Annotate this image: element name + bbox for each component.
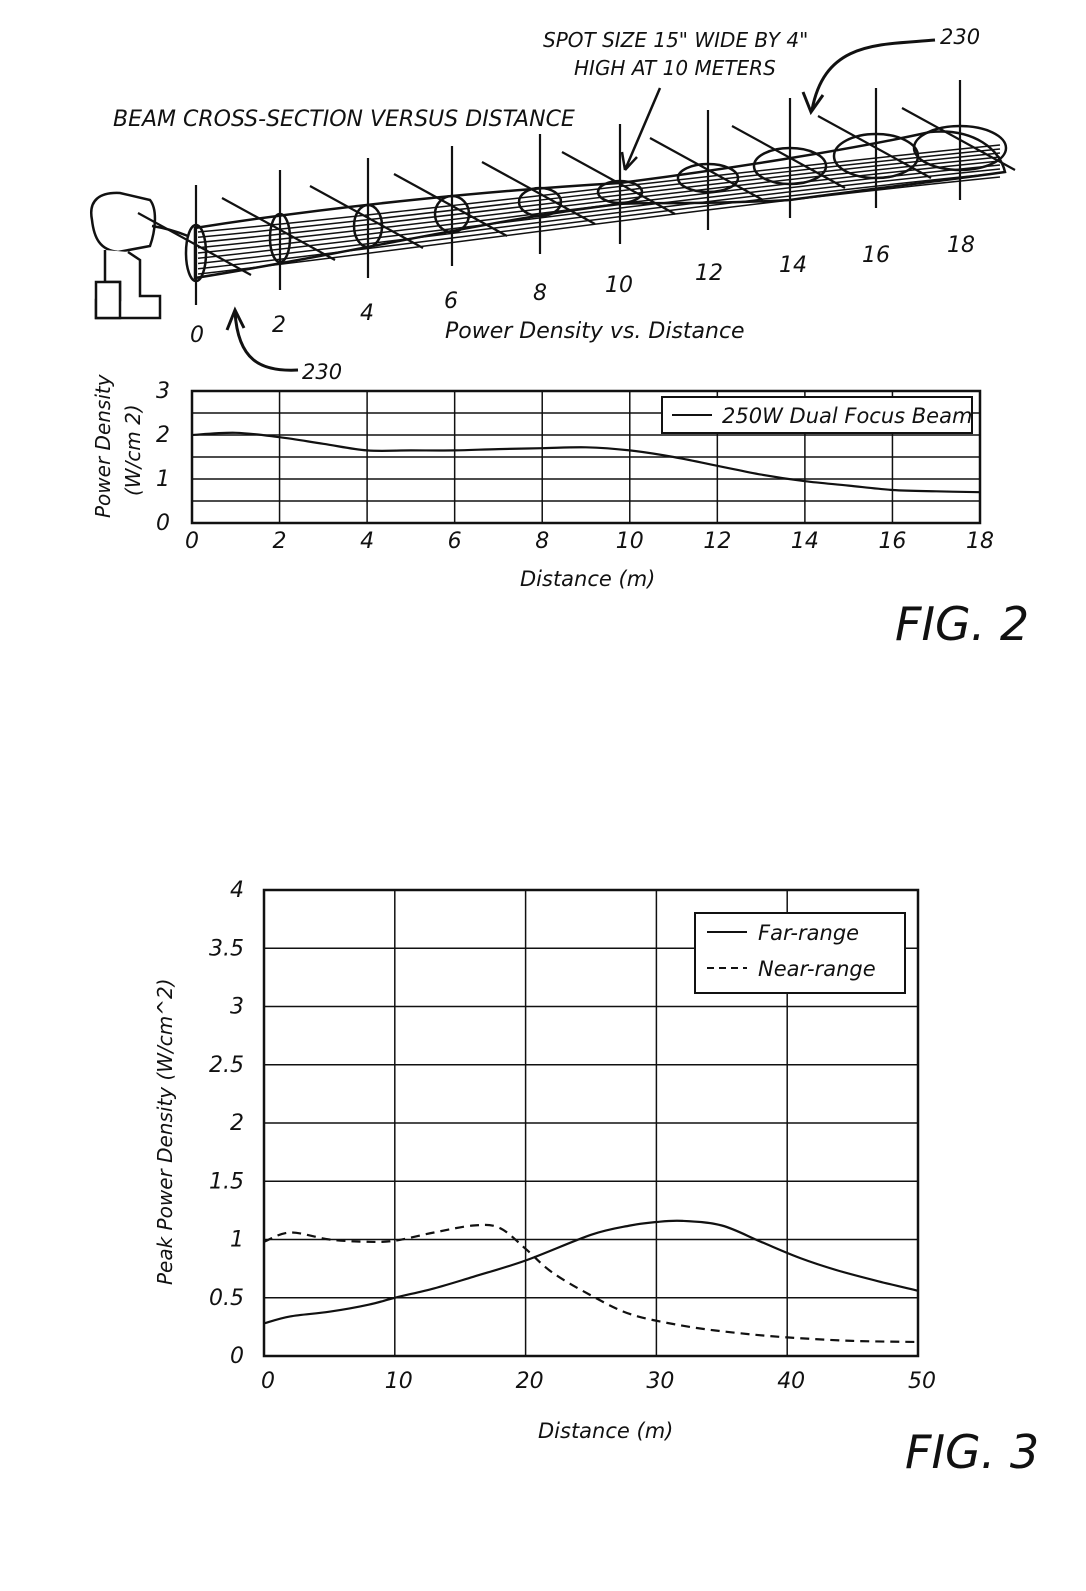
station-distance-label: 4 — [360, 301, 374, 326]
y-tick-label: 1 — [230, 1227, 244, 1253]
y-tick-label: 3 — [156, 379, 170, 404]
station-distance-label: 14 — [779, 253, 807, 278]
fig2-y-tick-labels — [156, 379, 170, 536]
y-tick-label: 1.5 — [209, 1169, 244, 1195]
station-distance-label: 16 — [862, 243, 890, 268]
x-tick-label: 2 — [272, 529, 287, 554]
fig2-chart-title: Power Density vs. Distance — [445, 319, 745, 344]
y-tick-label: 2 — [156, 423, 170, 448]
callout-pointer-line — [625, 88, 660, 170]
x-tick-label: 4 — [360, 529, 375, 554]
x-tick-label: 16 — [878, 529, 907, 554]
y-tick-label: 4 — [230, 878, 244, 903]
x-tick-label: 6 — [447, 529, 462, 554]
ref-numeral-bottom: 230 — [302, 360, 343, 384]
x-tick-label: 40 — [777, 1369, 806, 1394]
fig2-legend-entry: 250W Dual Focus Beam — [722, 404, 973, 428]
illustration-title: BEAM CROSS-SECTION VERSUS DISTANCE — [113, 107, 575, 132]
y-tick-label: 0 — [156, 511, 170, 536]
ref-leader-bottom — [235, 312, 298, 370]
y-tick-label: 0 — [230, 1344, 244, 1369]
ref-numeral-top: 230 — [940, 25, 981, 49]
station-distance-label: 2 — [272, 313, 286, 338]
fig2-legend — [662, 397, 972, 433]
station-distance-label: 12 — [695, 261, 723, 286]
fig3-x-tick-labels — [261, 1369, 936, 1394]
series-line-250w-dual-focus-beam — [192, 433, 980, 492]
station-distance-label: 0 — [190, 323, 204, 348]
spot-size-callout-line1: SPOT SIZE 15" WIDE BY 4" — [543, 28, 809, 52]
x-tick-label: 18 — [966, 529, 994, 554]
station-distance-label: 10 — [605, 273, 633, 298]
y-tick-label: 3 — [230, 994, 244, 1020]
x-tick-label: 12 — [703, 529, 732, 554]
fig2-y-axis-label-line1: Power Density — [91, 374, 115, 518]
light-source-fixture-icon — [91, 193, 188, 318]
fig3-label: FIG. 3 — [905, 1425, 1040, 1479]
x-tick-label: 20 — [515, 1369, 544, 1394]
series-line-near-range — [264, 1225, 918, 1342]
y-tick-label: 3.5 — [209, 936, 244, 962]
fig2-series — [192, 433, 980, 492]
fig2-x-axis-label: Distance (m) — [520, 567, 656, 591]
x-tick-label: 14 — [790, 529, 819, 554]
y-tick-label: 2 — [230, 1111, 244, 1136]
fig3-peak-power-chart — [153, 878, 936, 1443]
x-tick-label: 8 — [535, 529, 550, 554]
ref-leader-top — [812, 40, 935, 110]
fig3-legend-entry-far-range: Far-range — [758, 921, 860, 945]
x-tick-label: 10 — [384, 1369, 413, 1394]
x-tick-label: 30 — [646, 1369, 675, 1394]
fig3-legend — [695, 913, 905, 993]
fig2-y-axis-label-line2: (W/cm 2) — [121, 404, 145, 496]
station-distance-label: 6 — [444, 289, 458, 314]
station-distance-label: 8 — [533, 281, 547, 306]
fig2-power-density-chart — [91, 319, 994, 591]
fig3-y-tick-labels — [209, 878, 244, 1369]
series-line-far-range — [264, 1221, 918, 1324]
y-tick-label: 1 — [156, 467, 170, 492]
y-tick-label: 2.5 — [209, 1052, 244, 1078]
fig3-legend-entry-near-range: Near-range — [758, 957, 876, 981]
x-tick-label: 10 — [615, 529, 644, 554]
fig3-y-axis-label: Peak Power Density (W/cm^2) — [153, 978, 177, 1285]
fig3-x-axis-label: Distance (m) — [538, 1419, 674, 1443]
station-distance-label: 18 — [947, 233, 975, 258]
x-tick-label: 50 — [908, 1369, 936, 1394]
x-tick-label: 0 — [261, 1369, 275, 1394]
y-tick-label: 0.5 — [209, 1285, 244, 1311]
spot-size-callout-line2: HIGH AT 10 METERS — [574, 56, 776, 80]
fig2-label: FIG. 2 — [895, 597, 1030, 651]
x-tick-label: 0 — [185, 529, 199, 554]
fig2-x-tick-labels — [185, 529, 994, 554]
